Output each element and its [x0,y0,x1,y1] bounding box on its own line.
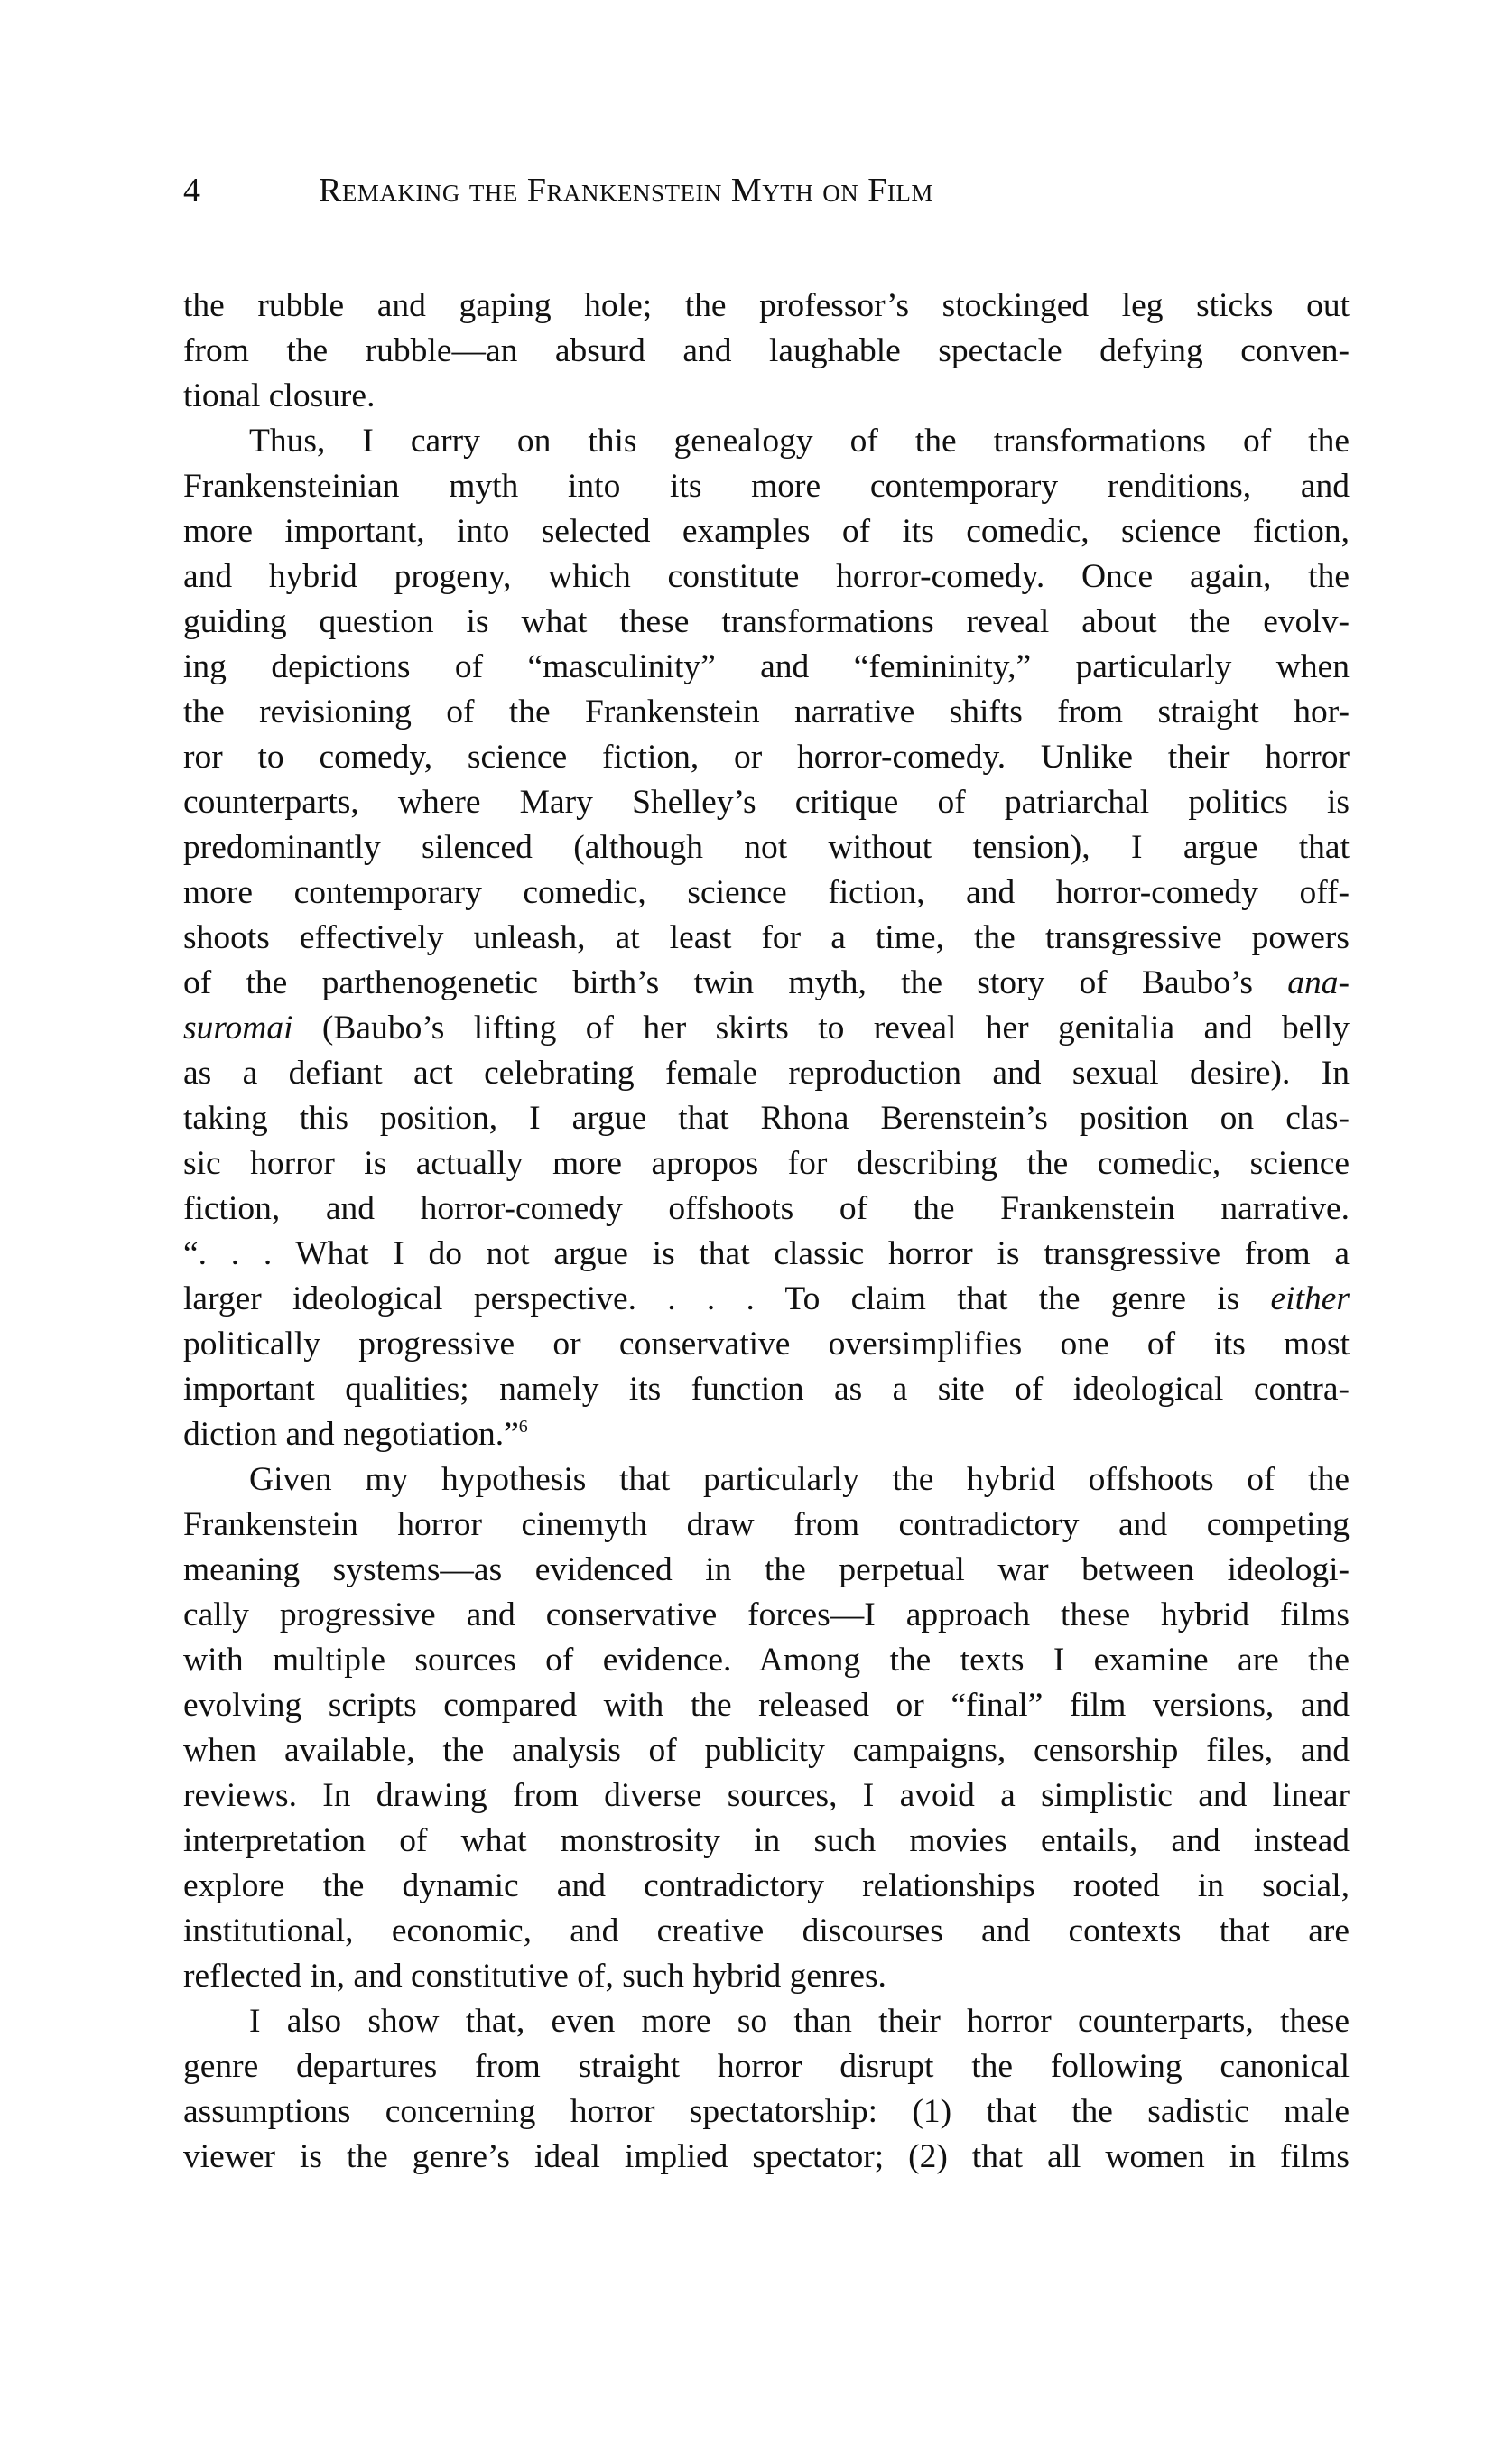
text-segment: (Baubo’s lifting of her skirts to reveal her genitalia and belly [292,1010,1350,1047]
text-segment: more important, into selected examples of its comedic, science fiction, [183,513,1350,550]
text-line [183,1367,1350,1412]
text-line [183,374,1350,419]
text-segment: I also show that, even more so than their horror counterparts, these [249,2003,1350,2040]
text-line [183,1457,1350,1503]
running-header [183,165,1357,216]
text-line [183,554,1350,600]
text-line [183,1232,1350,1277]
text-line [183,1954,1350,1999]
text-line [183,1503,1350,1548]
text-segment: reflected in, and constitutive of, such hybrid genres. [183,1958,886,1995]
text-segment: assumptions concerning horror spectatorship: (1) that the sadistic male [183,2093,1350,2130]
text-line [183,825,1350,870]
text-line [183,1006,1350,1051]
text-segment: genre departures from straight horror disrupt the following canonical [183,2048,1350,2085]
text-segment: sic horror is actually more apropos for describing the comedic, science [183,1145,1350,1182]
text-segment: tional closure. [183,377,376,414]
text-line [183,1593,1350,1638]
text-line [183,2044,1350,2089]
text-line [183,1728,1350,1773]
text-line [183,1412,1350,1457]
text-line [183,1051,1350,1096]
page-number: 4 [183,172,200,209]
text-line [183,1864,1350,1909]
text-segment: explore the dynamic and contradictory relationships rooted in social, [183,1867,1350,1904]
text-segment: taking this position, I argue that Rhona Berenstein’s position on clas- [183,1100,1350,1137]
text-segment: diction and negotiation.” [183,1416,519,1453]
text-segment: and hybrid progeny, which constitute horror-comedy. Once again, the [183,558,1350,595]
text-segment: fiction, and horror-comedy offshoots of the Frankenstein narrative. [183,1190,1350,1227]
text-line [183,1999,1350,2044]
text-segment: as a defiant act celebrating female reproduction and sexual desire). In [183,1055,1350,1092]
text-segment: Thus, I carry on this genealogy of the transformations of the [249,423,1350,460]
text-segment: institutional, economic, and creative discourses and contexts that are [183,1912,1350,1949]
text-line [183,1548,1350,1593]
text-segment: counterparts, where Mary Shelley’s critique of patriarchal politics is [183,784,1350,821]
text-line [183,916,1350,961]
italic-text: suromai [183,1010,293,1047]
text-line [183,870,1350,916]
text-line [183,1683,1350,1728]
text-segment: guiding question is what these transformations reveal about the evolv- [183,603,1350,640]
text-segment: Given my hypothesis that particularly the hybrid offshoots of the [249,1461,1350,1498]
text-segment: evolving scripts compared with the released or “final” film versions, and [183,1687,1350,1724]
running-head-title: Remaking the Frankenstein Myth on Film [319,172,933,209]
text-line [183,1773,1350,1819]
text-segment: when available, the analysis of publicity campaigns, censorship files, and [183,1732,1350,1769]
footnote-marker: 6 [518,1417,528,1437]
body-text [183,284,1350,2180]
italic-text: ana- [1287,964,1350,1001]
text-line [183,1638,1350,1683]
text-line [183,284,1350,329]
text-line [183,1141,1350,1186]
text-segment: cally progressive and conservative forces—I approach these hybrid films [183,1596,1350,1633]
text-segment: reviews. In drawing from diverse sources, I avoid a simplistic and linear [183,1777,1350,1814]
text-segment: politically progressive or conservative oversimplifies one of its most [183,1326,1350,1363]
text-segment: viewer is the genre’s ideal implied spectator; (2) that all women in films [183,2138,1350,2175]
text-segment: predominantly silenced (although not without tension), I argue that [183,829,1350,866]
text-segment: from the rubble—an absurd and laughable spectacle defying conven- [183,332,1350,369]
text-segment: interpretation of what monstrosity in such movies entails, and instead [183,1822,1350,1859]
text-line [183,735,1350,780]
text-segment: the revisioning of the Frankenstein narrative shifts from straight hor- [183,693,1350,730]
text-line [183,464,1350,509]
text-line [183,1909,1350,1954]
text-segment: Frankensteinian myth into its more contemporary renditions, and [183,468,1350,505]
text-segment: the rubble and gaping hole; the professor’s stockinged leg sticks out [183,287,1350,324]
text-line [183,645,1350,690]
text-segment: ror to comedy, science fiction, or horror-comedy. Unlike their horror [183,739,1350,776]
text-segment: Frankenstein horror cinemyth draw from contradictory and competing [183,1506,1350,1543]
text-line [183,2135,1350,2180]
text-line [183,1186,1350,1232]
text-line [183,600,1350,645]
text-segment: of the parthenogenetic birth’s twin myth, the story of Baubo’s [183,964,1288,1001]
text-segment: with multiple sources of evidence. Among the texts I examine are the [183,1642,1350,1679]
text-segment: important qualities; namely its function as a site of ideological contra- [183,1371,1350,1408]
text-line [183,690,1350,735]
text-line [183,961,1350,1006]
text-line [183,509,1350,554]
text-line [183,780,1350,825]
text-segment: ing depictions of “masculinity” and “femininity,” particularly when [183,648,1350,685]
text-line [183,1277,1350,1322]
text-line [183,1096,1350,1141]
text-segment: larger ideological perspective. . . . To claim that the genre is [183,1280,1271,1317]
text-segment: “. . . What I do not argue is that classic horror is transgressive from a [183,1235,1350,1272]
text-line [183,1322,1350,1367]
text-line [183,2089,1350,2135]
text-segment: more contemporary comedic, science fiction, and horror-comedy off- [183,874,1350,911]
text-segment: meaning systems—as evidenced in the perpetual war between ideologi- [183,1551,1350,1588]
text-line [183,419,1350,464]
text-line [183,329,1350,374]
text-line [183,1819,1350,1864]
italic-text: either [1270,1280,1350,1317]
text-segment: shoots effectively unleash, at least for a time, the transgressive powers [183,919,1350,956]
